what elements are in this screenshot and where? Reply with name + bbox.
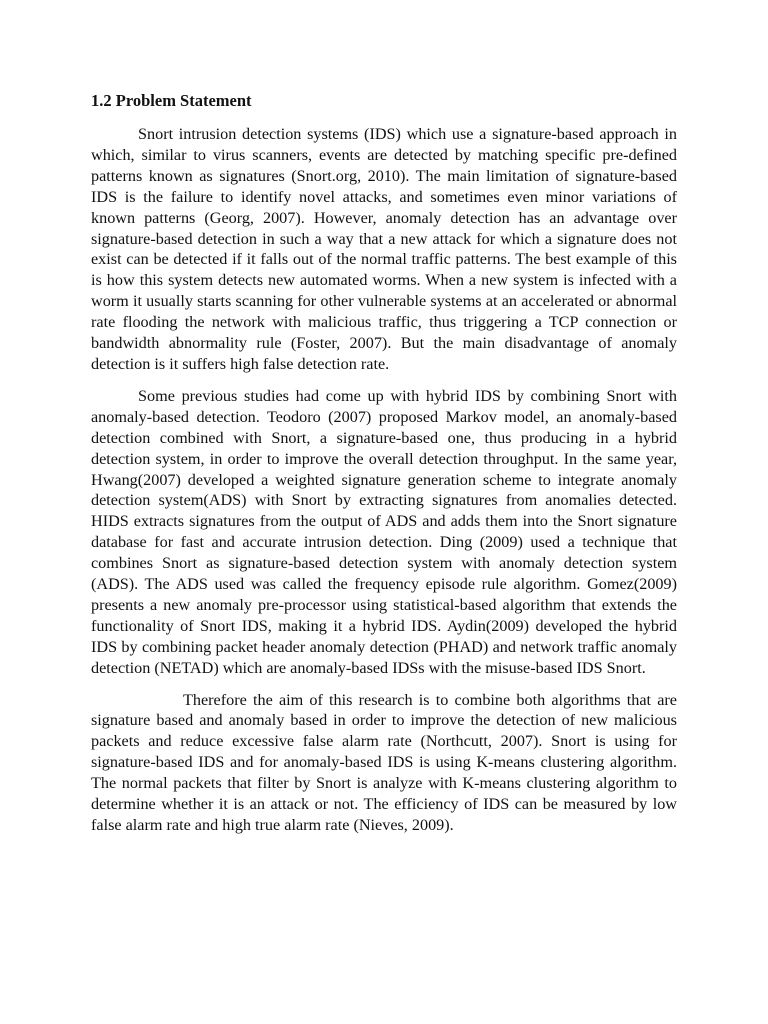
paragraph-research-aim: Therefore the aim of this research is to combine both algorithms that are signature based and anomaly based in order to improve the detection of new malicious packets and reduce excessive false alarm rate (Northcutt, 2007). Snort is using for signature-based IDS and for anomaly-based IDS is using K-means clustering algorithm. The normal packets that filter by Snort is analyze with K-means clustering algorithm to determine whether it is an attack or not. The efficiency of IDS can be measured by low false alarm rate and high true alarm rate (Nieves, 2009).: [91, 690, 677, 834]
document-page: [91, 88, 677, 836]
paragraph-signature-vs-anomaly: Snort intrusion detection systems (IDS) which use a signature-based approach in which, similar to virus scanners, events are detected by matching specific pre-defined patterns known as signatures (Snort.org, 2010). The main limitation of signature-based IDS is the failure to identify novel attacks, and sometimes even minor variations of known patterns (Georg, 2007). However, anomaly detection has an advantage over signature-based detection in such a way that a new attack for which a signature does not exist can be detected if it falls out of the normal traffic patterns. The best example of this is how this system detects new automated worms. When a new system is infected with a worm it usually starts scanning for other vulnerable systems at an accelerated or abnormal rate flooding the network with malicious traffic, thus triggering a TCP connection or bandwidth abnormality rule (Foster, 2007). But the main disadvantage of anomaly detection is it suffers high false detection rate.: [91, 125, 677, 373]
section-heading: 1.2 Problem Statement: [91, 91, 252, 110]
paragraph-previous-studies: Some previous studies had come up with hybrid IDS by combining Snort with anomaly-based detection. Teodoro (2007) proposed Markov model, an anomaly-based detection combined with Snort, a signature-based one, thus producing in a hybrid detection system, in order to improve the overall detection throughput. In the same year, Hwang(2007) developed a weighted signature generation scheme to integrate anomaly detection system(ADS) with Snort by extracting signatures from anomalies detected. HIDS extracts signatures from the output of ADS and adds them into the Snort signature database for fast and accurate intrusion detection. Ding (2009) used a technique that combines Snort as signature-based detection system with anomaly detection system (ADS). The ADS used was called the frequency episode rule algorithm. Gomez(2009) presents a new anomaly pre-processor using statistical-based algorithm that extends the functionality of Snort IDS, making it a hybrid IDS. Aydin(2009) developed the hybrid IDS by combining packet header anomaly detection (PHAD) and network traffic anomaly detection (NETAD) which are anomaly-based IDSs with the misuse-based IDS Snort.: [91, 386, 677, 677]
